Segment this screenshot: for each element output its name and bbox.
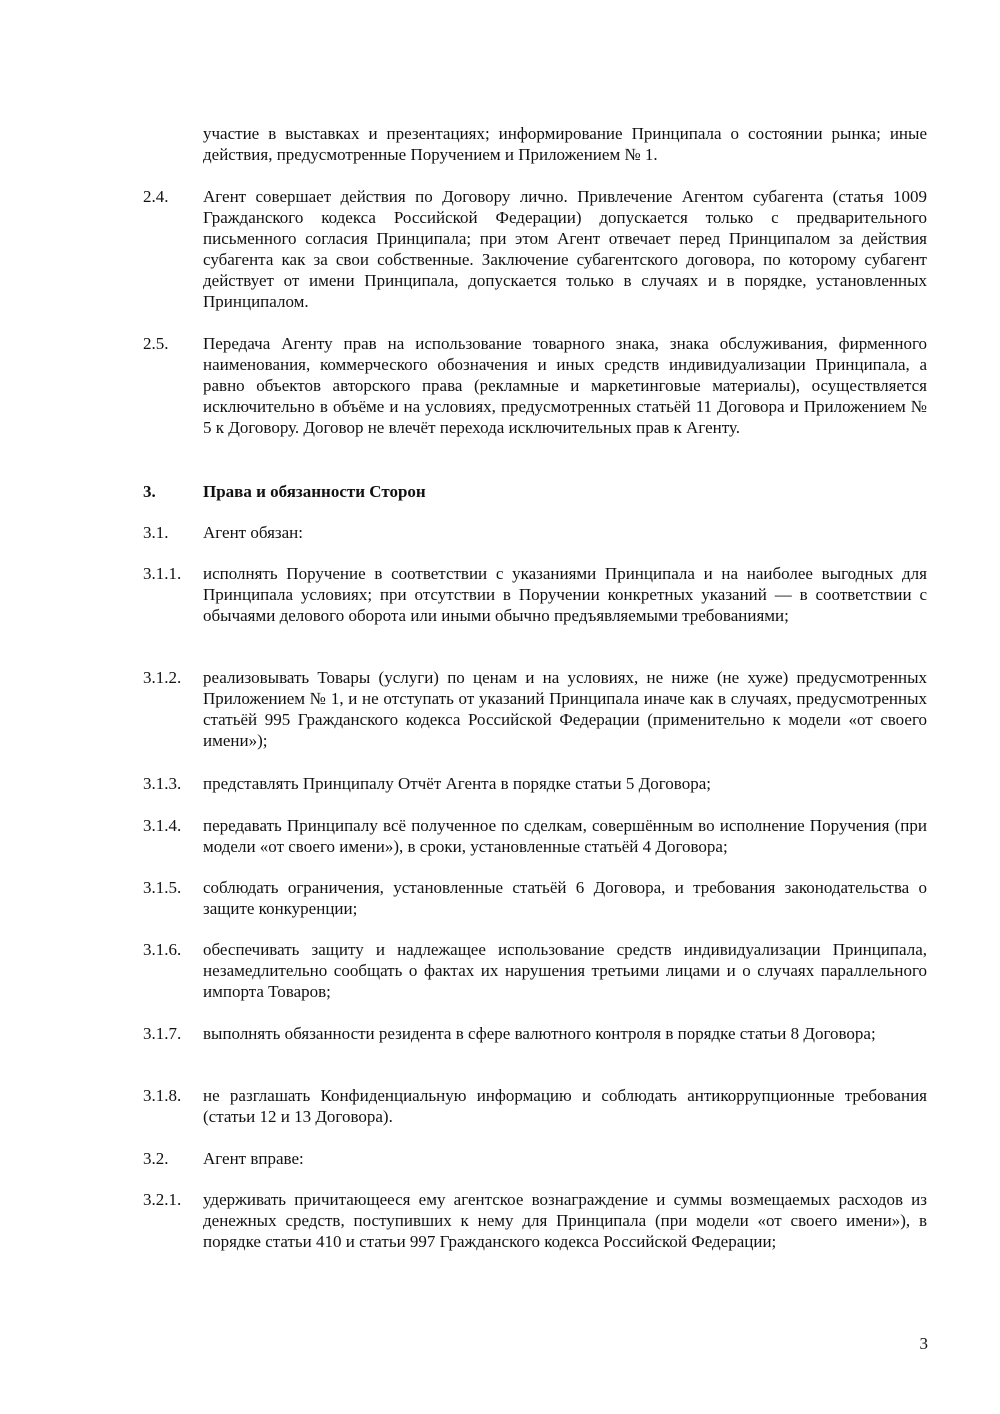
paragraph-3-1 [143, 522, 927, 543]
paragraph-text: Агент совершает действия по Договору лично. Привлечение Агентом субагента (статья 1009 Гражданского кодекса Российской Федерации) допускается только с предварительного письменного согласия Принципала; при этом Агент отвечает перед Принципалом за действия субагента как за свои собственные. Заключение субагентского договора, по которому субагент действует от имени Принципала, допускается только в случаях и в порядке, установленных Принципалом. [203, 187, 927, 311]
section-number: 3. [143, 482, 156, 501]
paragraph-text: выполнять обязанности резидента в сфере валютного контроля в порядке статьи 8 Договора; [203, 1024, 876, 1043]
paragraph-text: участие в выставках и презентациях; информирование Принципала о состоянии рынка; иные действия, предусмотренные Поручением и Приложением № 1. [203, 124, 927, 164]
paragraph-number: 3.1.4. [143, 816, 182, 835]
paragraph-text: Передача Агенту прав на использование товарного знака, знака обслуживания, фирменного наименования, коммерческого обозначения и иных средств индивидуализации Принципала, а равно объектов авторского права (рекламные и маркетинговые материалы), осуществляется исключительно в объёме и на условиях, предусмотренных статьёй 11 Договора и Приложением № 5 к Договору. Договор не влечёт перехода исключительных прав к Агенту. [203, 334, 927, 437]
section-heading-3 [143, 481, 927, 502]
paragraph-number: 2.4. [143, 187, 169, 206]
paragraph-number: 3.2.1. [143, 1190, 182, 1209]
paragraph-text: реализовывать Товары (услуги) по ценам и на условиях, не ниже (не хуже) предусмотренных Приложением № 1, и не отступать от указаний Принципала иначе как в случаях, предусмотренных статьёй 995 Гражданского кодекса Российской Федерации (применительно к модели «от своего имени»); [203, 668, 927, 750]
paragraph-3-1-7 [143, 1023, 927, 1044]
paragraph-number: 3.1.8. [143, 1086, 182, 1105]
paragraph-number: 2.5. [143, 334, 169, 353]
paragraph-3-1-5 [143, 877, 927, 919]
paragraph-number: 3.1.6. [143, 940, 182, 959]
paragraph-3-1-6 [143, 939, 927, 1002]
paragraph-3-1-2 [143, 667, 927, 751]
paragraph-2-4 [143, 186, 927, 312]
paragraph-text: соблюдать ограничения, установленные статьёй 6 Договора, и требования законодательства о защите конкуренции; [203, 878, 927, 918]
paragraph-number: 3.1. [143, 523, 169, 542]
paragraph-3-2-1 [143, 1189, 927, 1252]
paragraph-3-1-1 [143, 563, 927, 626]
paragraph-number: 3.1.3. [143, 774, 182, 793]
paragraph-text: Агент обязан: [203, 523, 303, 542]
paragraph-number: 3.2. [143, 1149, 169, 1168]
paragraph-number: 3.1.5. [143, 878, 182, 897]
paragraph-text: исполнять Поручение в соответствии с указаниями Принципала и на наиболее выгодных для Принципала условиях; при отсутствии в Поручении конкретных указаний — в соответствии с обычаями делового оборота или иными обычно предъявляемыми требованиями; [203, 564, 927, 625]
paragraph-number: 3.1.1. [143, 564, 182, 583]
paragraph-number: 3.1.2. [143, 668, 182, 687]
paragraph-3-1-3 [143, 773, 927, 794]
paragraph-text: не разглашать Конфиденциальную информацию и соблюдать антикоррупционные требования (статьи 12 и 13 Договора). [203, 1086, 927, 1126]
paragraph-3-1-8 [143, 1085, 927, 1127]
page-number: 3 [919, 1334, 928, 1353]
paragraph-number: 3.1.7. [143, 1024, 182, 1043]
paragraph-3-2 [143, 1148, 927, 1169]
paragraph-2-3-continuation [143, 123, 927, 165]
paragraph-text: передавать Принципалу всё полученное по сделкам, совершённым во исполнение Поручения (при модели «от своего имени»), в сроки, установленные статьёй 4 Договора; [203, 816, 927, 856]
paragraph-text: Агент вправе: [203, 1149, 304, 1168]
paragraph-text: представлять Принципалу Отчёт Агента в порядке статьи 5 Договора; [203, 774, 711, 793]
paragraph-3-1-4 [143, 815, 927, 857]
paragraph-text: обеспечивать защиту и надлежащее использование средств индивидуализации Принципала, незамедлительно сообщать о фактах их нарушения третьими лицами и о случаях параллельного импорта Товаров; [203, 940, 927, 1001]
paragraph-2-5 [143, 333, 927, 438]
paragraph-text: удерживать причитающееся ему агентское вознаграждение и суммы возмещаемых расходов из денежных средств, поступивших к нему для Принципала (при модели «от своего имени»), в порядке статьи 410 и статьи 997 Гражданского кодекса Российской Федерации; [203, 1190, 927, 1251]
section-title: Права и обязанности Сторон [203, 482, 426, 501]
